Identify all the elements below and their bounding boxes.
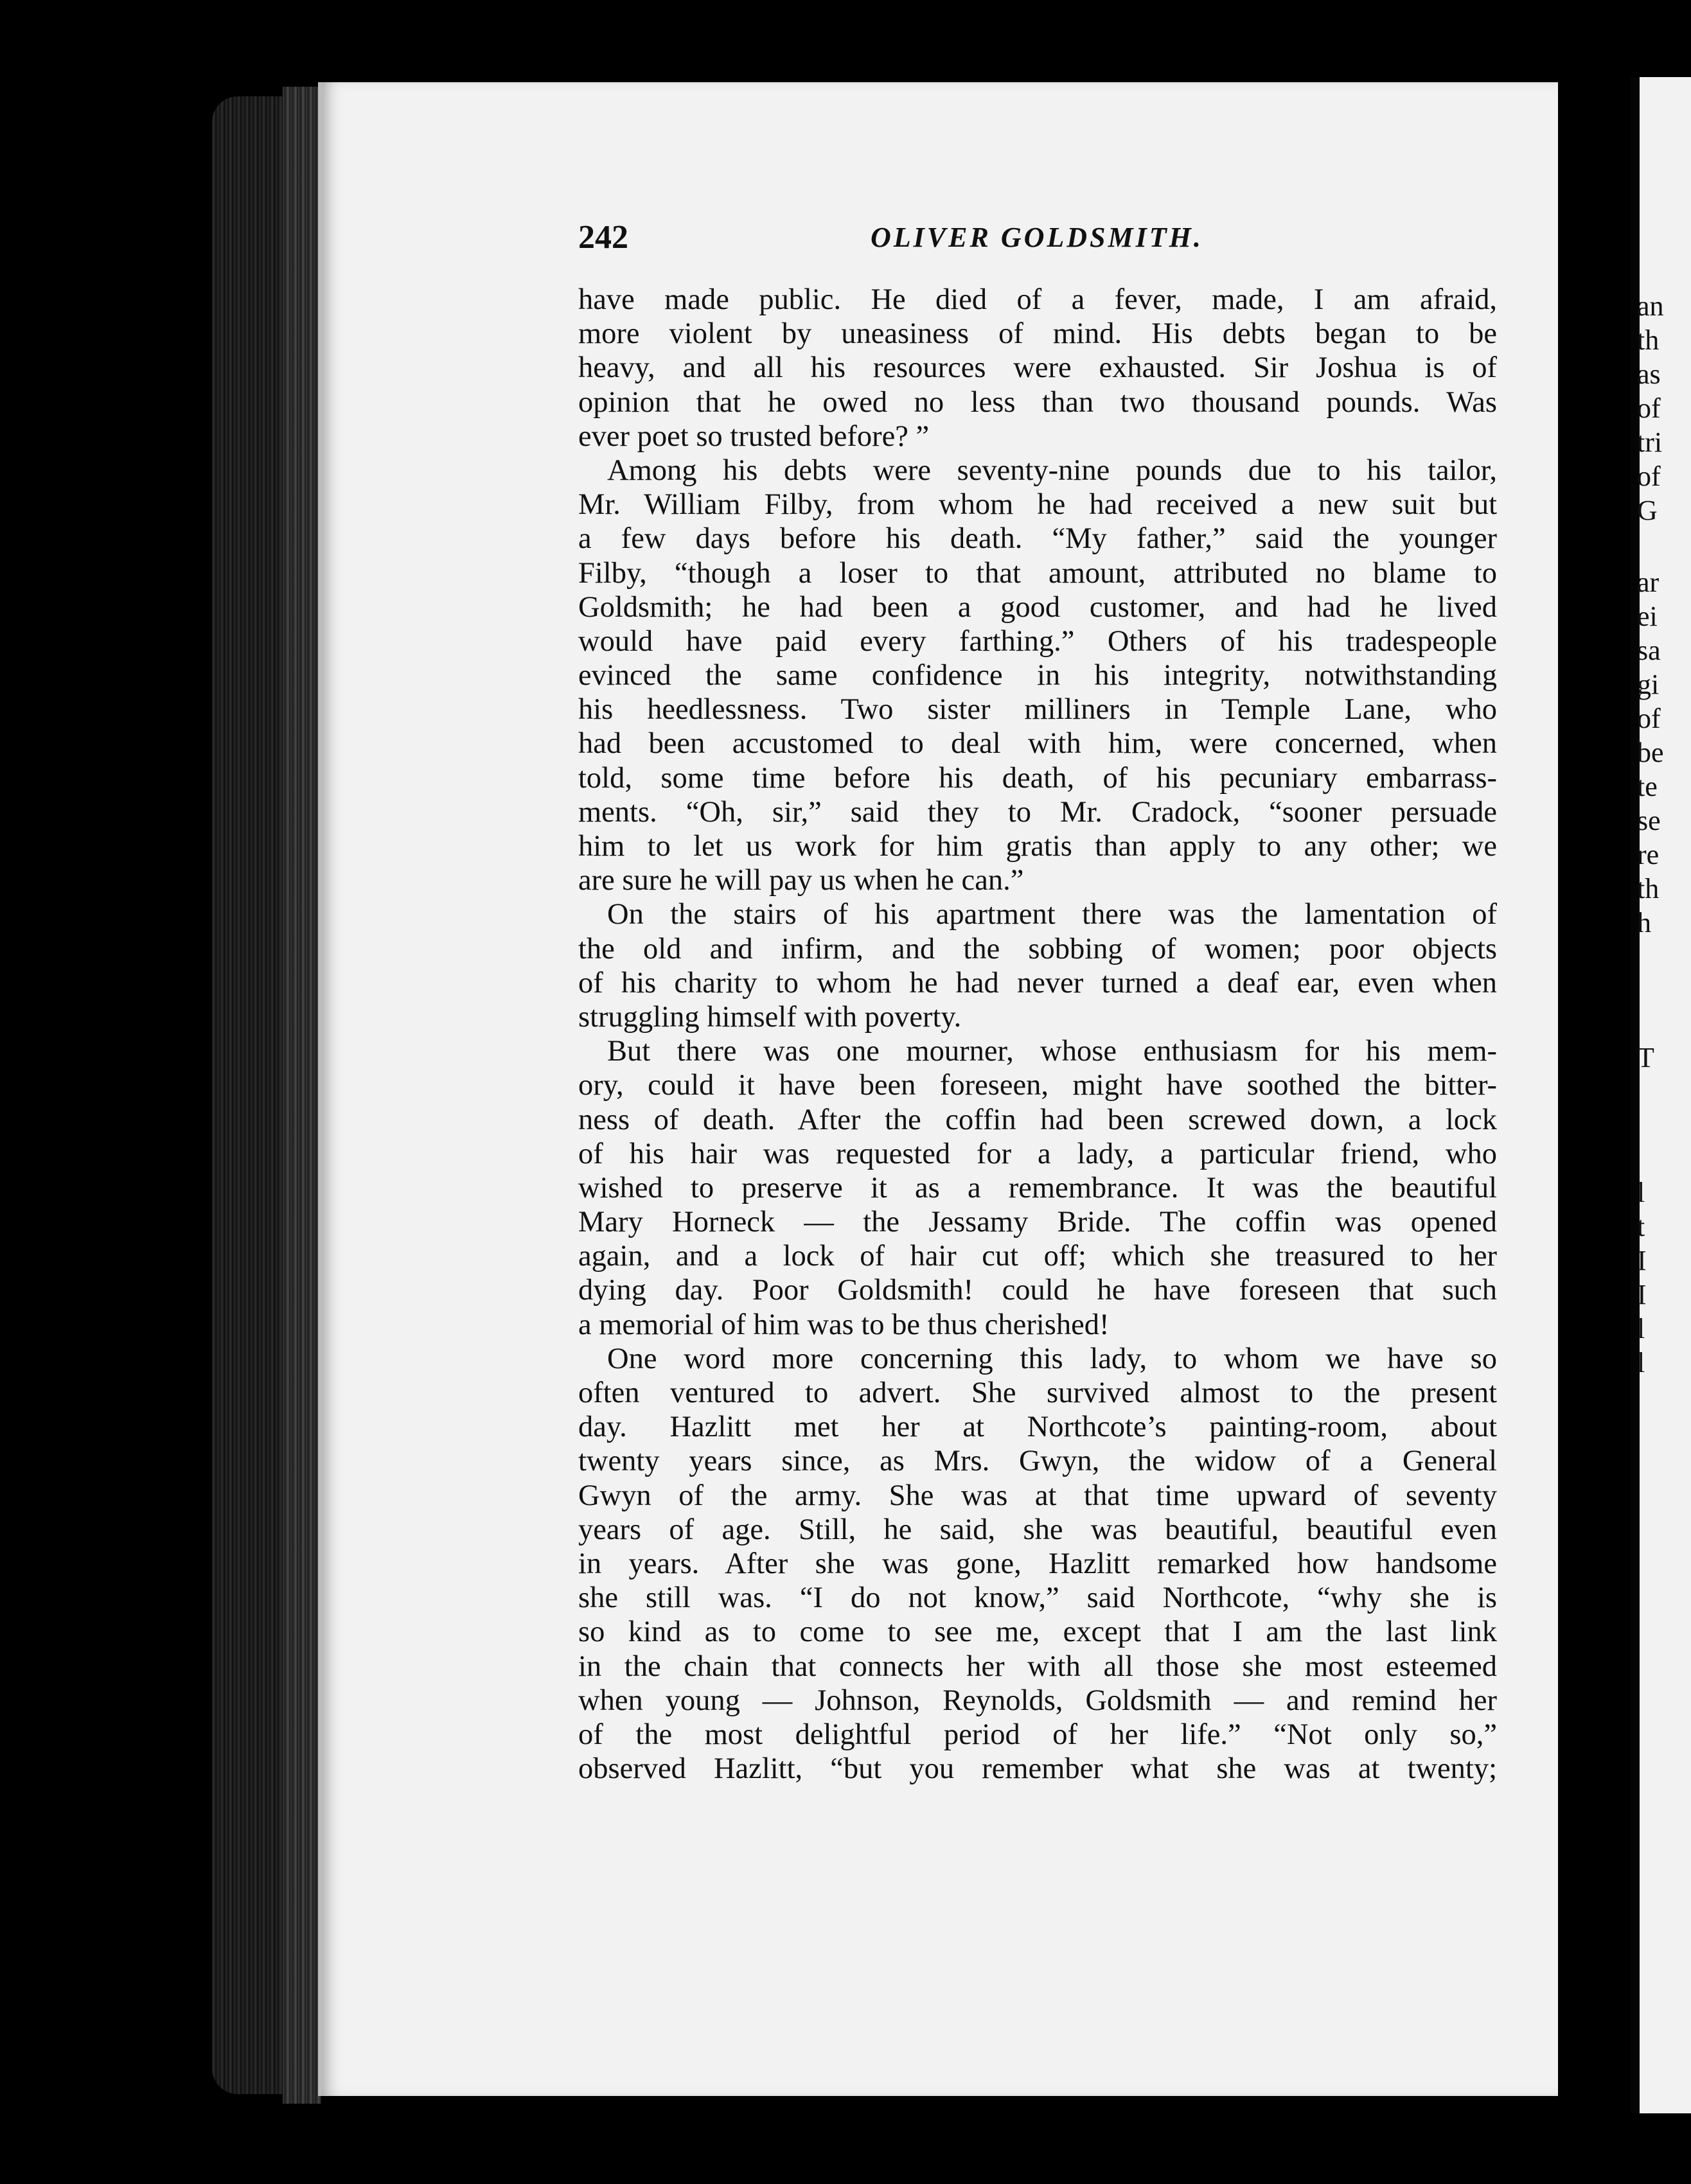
text-line: in years. After she was gone, Hazlitt remarked how handsome — [578, 1547, 1497, 1580]
text-line: him to let us work for him gratis than apply to any other; we — [578, 830, 1497, 863]
text-line: Among his debts were seventy-nine pounds due to his tailor, — [607, 454, 1497, 487]
page-number: 242 — [578, 219, 628, 256]
next-page-fragment: tri — [1637, 427, 1663, 458]
page-stack-edge — [283, 87, 321, 2104]
text-line: often ventured to advert. She survived almost to the present — [578, 1377, 1497, 1409]
next-page-fragment: I — [1637, 1279, 1647, 1310]
next-page-fragment: t — [1637, 1211, 1645, 1242]
next-page-fragment: l — [1637, 1347, 1645, 1378]
text-line: struggling himself with poverty. — [578, 1000, 962, 1034]
text-line: so kind as to come to see me, except that I am the last link — [578, 1616, 1497, 1649]
text-line: years of age. Still, he said, she was beautiful, beautiful even — [578, 1513, 1497, 1546]
next-page-fragment: I — [1637, 1245, 1647, 1276]
text-line: of the most delightful period of her life.” “Not only so,” — [578, 1718, 1497, 1751]
next-page-fragment: ei — [1637, 601, 1658, 632]
next-page-fragment: h — [1637, 907, 1651, 938]
text-line: have made public. He died of a fever, made, I am afraid, — [578, 283, 1497, 316]
text-line: But there was one mourner, whose enthusiasm for his mem- — [607, 1035, 1497, 1068]
page-gutter — [1558, 77, 1631, 2113]
next-page-fragment: be — [1637, 737, 1664, 768]
text-line: ments. “Oh, sir,” said they to Mr. Cradock, “sooner persuade — [578, 795, 1497, 829]
text-line: of his charity to whom he had never turned a deaf ear, even when — [578, 966, 1497, 1000]
text-line: One word more concerning this lady, to whom we have so — [607, 1342, 1497, 1375]
next-page-fragment: th — [1637, 873, 1660, 904]
next-page-fragment: te — [1637, 771, 1658, 802]
next-page-fragment: se — [1637, 805, 1661, 836]
running-title: OLIVER GOLDSMITH. — [871, 222, 1203, 253]
text-line: had been accustomed to deal with him, were concerned, when — [578, 727, 1497, 761]
text-line: again, and a lock of hair cut off; which she treasured to her — [578, 1240, 1497, 1273]
text-line: ory, could it have been foreseen, might have soothed the bitter- — [578, 1069, 1497, 1102]
next-page-fragment: th — [1637, 324, 1660, 356]
text-line: Mr. William Filby, from whom he had received a new suit but — [578, 488, 1497, 522]
text-line: Gwyn of the army. She was at that time upward of seventy — [578, 1479, 1497, 1512]
next-page-fragment: of — [1637, 703, 1661, 734]
next-page-fragment: T — [1637, 1042, 1654, 1073]
next-page-fragment: ar — [1637, 567, 1660, 598]
text-line: she still was. “I do not know,” said Northcote, “why she is — [578, 1581, 1497, 1615]
text-line: opinion that he owed no less than two thousand pounds. Was — [578, 385, 1497, 419]
next-page-fragment: sa — [1637, 635, 1661, 666]
running-head — [578, 218, 1529, 257]
text-line: a few days before his death. “My father,” said the younger — [578, 522, 1497, 556]
text-line: of his hair was requested for a lady, a particular friend, who — [578, 1137, 1497, 1170]
text-line: Filby, “though a loser to that amount, attributed no blame to — [578, 556, 1497, 590]
next-page-fragment: l — [1637, 1313, 1645, 1344]
text-line: when young — Johnson, Reynolds, Goldsmith — and remind her — [578, 1684, 1497, 1717]
next-page-fragment: G — [1637, 495, 1658, 526]
text-line: dying day. Poor Goldsmith! could he have foreseen that such — [578, 1274, 1497, 1307]
text-line: Goldsmith; he had been a good customer, and had he lived — [578, 590, 1497, 624]
text-line: twenty years since, as Mrs. Gwyn, the widow of a General — [578, 1445, 1497, 1478]
next-page-fragment: as — [1637, 358, 1661, 390]
text-line: told, some time before his death, of his pecuniary embarrass- — [578, 761, 1497, 795]
next-page-fragment: gi — [1637, 669, 1660, 700]
text-line: wished to preserve it as a remembrance. It was the beautiful — [578, 1171, 1497, 1204]
text-line: would have paid every farthing.” Others of his tradespeople — [578, 624, 1497, 658]
text-line: ever poet so trusted before? ” — [578, 419, 930, 453]
text-line: day. Hazlitt met her at Northcote’s painting-room, about — [578, 1411, 1497, 1444]
text-line: in the chain that connects her with all those she most esteemed — [578, 1650, 1497, 1683]
text-line: Mary Horneck — the Jessamy Bride. The coffin was opened — [578, 1206, 1497, 1239]
text-line: the old and infirm, and the sobbing of women; poor objects — [578, 932, 1497, 965]
next-page-fragment: an — [1637, 290, 1664, 322]
text-line: his heedlessness. Two sister milliners in Temple Lane, who — [578, 693, 1497, 727]
next-page-fragment: of — [1637, 461, 1661, 492]
text-line: more violent by uneasiness of mind. His debts began to be — [578, 317, 1497, 351]
text-line: are sure he will pay us when he can.” — [578, 864, 1024, 897]
text-line: ness of death. After the coffin had been screwed down, a lock — [578, 1103, 1497, 1136]
text-line: observed Hazlitt, “but you remember what she was at twenty; — [578, 1752, 1497, 1786]
text-line: On the stairs of his apartment there was the lamentation of — [607, 898, 1497, 931]
next-page-fragment: of — [1637, 392, 1661, 424]
next-page-fragment: l — [1637, 1177, 1645, 1208]
text-line: heavy, and all his resources were exhausted. Sir Joshua is of — [578, 351, 1497, 385]
text-line: evinced the same confidence in his integrity, notwithstanding — [578, 659, 1497, 692]
text-line: a memorial of him was to be thus cherished! — [578, 1308, 1110, 1341]
body-text — [578, 283, 1497, 1786]
next-page-fragment: re — [1637, 839, 1660, 870]
